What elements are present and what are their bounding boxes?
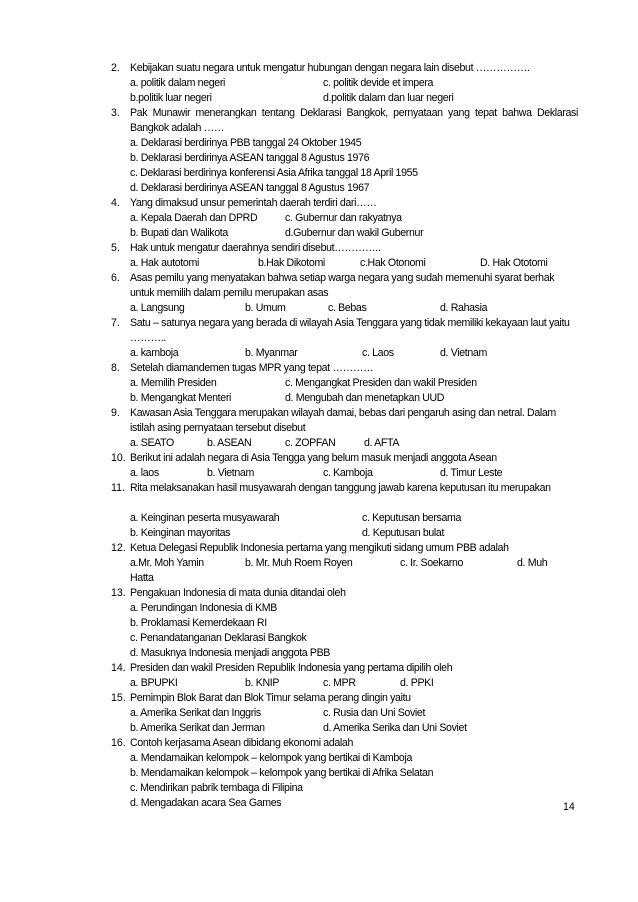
- option-a: a. Amerika Serikat dan Inggris: [130, 707, 261, 719]
- option-c: c. politik devide et impera: [323, 77, 434, 89]
- question-text: Hak untuk mengatur daerahnya sendiri disebut…………..: [130, 242, 381, 254]
- option-d: d. Timur Leste: [440, 467, 503, 479]
- question-text: Satu – satunya negara yang berada di wilayah Asia Tenggara yang tidak memiliki kekayaan laut yaitu ………..: [130, 317, 570, 344]
- question-number: 9.: [111, 407, 120, 419]
- question-text: Pemimpin Blok Barat dan Blok Timur selama perang dingin yaitu: [130, 692, 411, 704]
- option-b: b. ASEAN: [207, 437, 252, 449]
- option-b: b. Umum: [245, 302, 286, 314]
- question-number: 5.: [111, 242, 120, 254]
- option-c: c. MPR: [323, 677, 356, 689]
- option-d: d. PPKI: [400, 677, 434, 689]
- option-b: b.politik luar negeri: [130, 92, 212, 104]
- option-d: d.Gubernur dan wakil Gubernur: [285, 227, 424, 239]
- option-c: c. Kamboja: [323, 467, 373, 479]
- question-number: 6.: [111, 272, 120, 284]
- page-number: 14: [563, 801, 575, 813]
- option-d: d. Deklarasi berdirinya ASEAN tanggal 8 Agustus 1967: [130, 182, 370, 194]
- option-d: d. Masuknya Indonesia menjadi anggota PBB: [130, 647, 331, 659]
- option-c: c. Penandatanganan Deklarasi Bangkok: [130, 632, 307, 644]
- option-b: b. Mendamaikan kelompok – kelompok yang bertikai di Afrika Selatan: [130, 767, 434, 779]
- question-number: 8.: [111, 362, 120, 374]
- option-b: b. KNIP: [245, 677, 280, 689]
- option-d: d. Mengadakan acara Sea Games: [130, 797, 282, 809]
- question-text: Rita melaksanakan hasil musyawarah dengan tanggung jawab karena keputusan itu merupakan: [130, 482, 551, 494]
- option-b: b. Vietnam: [207, 467, 254, 479]
- option-c: c. ZOPFAN: [285, 437, 336, 449]
- option-c: c. Rusia dan Uni Soviet: [323, 707, 426, 719]
- option-c: c. Ir. Soekarno: [400, 557, 464, 569]
- option-a: a. kamboja: [130, 347, 179, 359]
- question-number: 10.: [111, 452, 126, 464]
- option-d: d. Keputusan bulat: [362, 527, 445, 539]
- option-b: b. Myanmar: [245, 347, 298, 359]
- option-c: c. Deklarasi berdirinya konferensi Asia Afrika tanggal 18 April 1955: [130, 167, 418, 179]
- option-a: a. BPUPKI: [130, 677, 178, 689]
- option-c: c.Hak Otonomi: [360, 257, 426, 269]
- option-d: d. Muh: [517, 557, 548, 569]
- option-b: b. Keinginan mayoritas: [130, 527, 231, 539]
- option-b: b. Deklarasi berdirinya ASEAN tanggal 8 Agustus 1976: [130, 152, 370, 164]
- option-a: a. Mendamaikan kelompok – kelompok yang bertikai di Kamboja: [130, 752, 413, 764]
- option-b: b. Mengangkat Menteri: [130, 392, 232, 404]
- option-d-continued: Hatta: [130, 572, 154, 584]
- option-d: D. Hak Ototomi: [480, 257, 548, 269]
- question-number: 4.: [111, 197, 120, 209]
- option-a: a. Keinginan peserta musyawarah: [130, 512, 280, 524]
- option-d: d. Mengubah dan menetapkan UUD: [285, 392, 445, 404]
- question-number: 2.: [111, 62, 120, 74]
- option-d: d. Vietnam: [440, 347, 487, 359]
- option-c: c. Bebas: [328, 302, 367, 314]
- option-c: c. Mendirikan pabrik tembaga di Filipina: [130, 782, 303, 794]
- option-d: d. AFTA: [364, 437, 400, 449]
- option-b: b.Hak Dikotomi: [258, 257, 325, 269]
- question-number: 12.: [111, 542, 126, 554]
- option-a: a. Memilih Presiden: [130, 377, 217, 389]
- option-d: d. Amerika Serika dan Uni Soviet: [323, 722, 467, 734]
- option-a: a. SEATO: [130, 437, 174, 449]
- question-text: Pak Munawir menerangkan tentang Deklarasi Bangkok, pernyataan yang tepat bahwa Deklarasi Bangkok adalah ……: [130, 107, 578, 134]
- question-text: Asas pemilu yang menyatakan bahwa setiap warga negara yang sudah memenuhi syarat berhak untuk memilih dalam pemilu merupakan asas: [130, 272, 555, 299]
- option-a: a. Deklarasi berdirinya PBB tanggal 24 Oktober 1945: [130, 137, 362, 149]
- question-text: Presiden dan wakil Presiden Republik Indonesia yang pertama dipilih oleh: [130, 662, 453, 674]
- option-c: c. Keputusan bersama: [362, 512, 461, 524]
- question-text: Berikut ini adalah negara di Asia Tengga yang belum masuk menjadi anggota Asean: [130, 452, 497, 464]
- question-text: Kebijakan suatu negara untuk mengatur hubungan dengan negara lain disebut …………….: [130, 62, 530, 74]
- option-c: c. Gubernur dan rakyatnya: [285, 212, 402, 224]
- question-text: Ketua Delegasi Republik Indonesia pertama yang mengikuti sidang umum PBB adalah: [130, 542, 509, 554]
- question-number: 3.: [111, 107, 120, 119]
- option-b: b. Mr. Muh Roem Royen: [245, 557, 353, 569]
- option-a: a. Langsung: [130, 302, 185, 314]
- option-d: d. Rahasia: [440, 302, 488, 314]
- option-a: a. Perundingan Indonesia di KMB: [130, 602, 277, 614]
- option-a: a. Hak autotomi: [130, 257, 199, 269]
- option-c: c. Mengangkat Presiden dan wakil Presiden: [285, 377, 477, 389]
- question-text: Yang dimaksud unsur pemerintah daerah terdiri dari……: [130, 197, 377, 209]
- question-number: 11.: [111, 482, 125, 494]
- option-a: a. politik dalam negeri: [130, 77, 226, 89]
- question-text: Contoh kerjasama Asean dibidang ekonomi adalah: [130, 737, 354, 749]
- option-c: c. Laos: [362, 347, 394, 359]
- question-number: 14.: [111, 662, 126, 674]
- option-b: b. Proklamasi Kemerdekaan RI: [130, 617, 267, 629]
- question-number: 13.: [111, 587, 126, 599]
- question-text: Pengakuan Indonesia di mata dunia ditandai oleh: [130, 587, 346, 599]
- question-text: Setelah diamandemen tugas MPR yang tepat …………: [130, 362, 374, 374]
- question-number: 15.: [111, 692, 126, 704]
- option-d: d.politik dalam dan luar negeri: [323, 92, 454, 104]
- option-a: a.Mr. Moh Yamin: [130, 557, 204, 569]
- option-a: a. Kepala Daerah dan DPRD: [130, 212, 258, 224]
- option-b: b. Amerika Serikat dan Jerman: [130, 722, 265, 734]
- question-number: 16.: [111, 737, 126, 749]
- question-text: Kawasan Asia Tenggara merupakan wilayah damai, bebas dari pengaruh asing dan netral. Dalam istilah asing pernyataan tersebut disebut: [130, 407, 556, 434]
- option-a: a. laos: [130, 467, 159, 479]
- question-number: 7.: [111, 317, 120, 329]
- option-b: b. Bupati dan Walikota: [130, 227, 228, 239]
